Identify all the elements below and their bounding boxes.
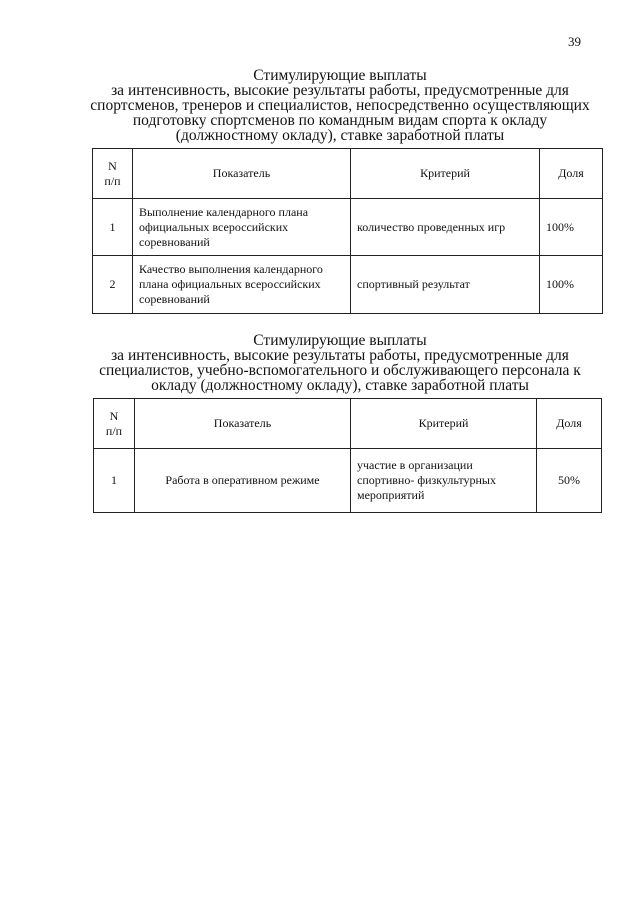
row-share: 50% xyxy=(537,449,602,513)
row-share: 100% xyxy=(540,199,603,256)
section1-heading-line: спортсменов, тренеров и специалистов, непосредственно осуществляющих xyxy=(90,97,590,114)
col-indicator-header: Показатель xyxy=(133,149,351,199)
section2-heading xyxy=(60,333,620,393)
row-indicator: Качество выполнения календарного плана официальных всероссийских соревнований xyxy=(133,256,351,314)
col-share-header: Доля xyxy=(540,149,603,199)
row-criterion: количество проведенных игр xyxy=(351,199,540,256)
col-num-header xyxy=(94,399,135,449)
section2-heading-line: за интенсивность, высокие результаты работы, предусмотренные для xyxy=(111,347,569,364)
col-indicator-header: Показатель xyxy=(135,399,351,449)
section1-heading-line: (должностному окладу), ставке заработной платы xyxy=(175,127,505,144)
col-num-header-line2: п/п xyxy=(104,173,121,188)
row-num: 2 xyxy=(93,256,133,314)
section2-heading-line: окладу (должностному окладу), ставке заработной платы xyxy=(151,377,529,394)
row-share: 100% xyxy=(540,256,603,314)
table-header-row xyxy=(94,399,602,449)
section1-table xyxy=(92,148,603,314)
col-num-header-line1: N xyxy=(108,158,117,173)
row-indicator: Работа в оперативном режиме xyxy=(135,449,351,513)
col-num-header-line1: N xyxy=(109,408,119,423)
col-num-header-line2: п/п xyxy=(105,423,123,438)
section2-heading-line: Стимулирующие выплаты xyxy=(253,332,427,349)
section2-heading-line: специалистов, учебно-вспомогательного и обслуживающего персонала к xyxy=(99,362,581,379)
col-share-header: Доля xyxy=(537,399,602,449)
table-row xyxy=(93,199,603,256)
col-criterion-header: Критерий xyxy=(351,399,537,449)
col-num-header xyxy=(93,149,133,199)
row-indicator: Выполнение календарного плана официальных всероссийских соревнований xyxy=(133,199,351,256)
section1-heading-line: подготовку спортсменов по командным видам спорта к окладу xyxy=(132,112,548,129)
table-row xyxy=(93,256,603,314)
section2-table xyxy=(93,398,602,513)
section1-heading xyxy=(60,68,620,143)
table-row xyxy=(94,449,602,513)
page-number: 39 xyxy=(568,34,581,49)
row-criterion: участие в организации спортивно- физкультурных мероприятий xyxy=(351,449,537,513)
row-num: 1 xyxy=(93,199,133,256)
section1-heading-line: Стимулирующие выплаты xyxy=(253,67,427,84)
table-header-row xyxy=(93,149,603,199)
row-num: 1 xyxy=(94,449,135,513)
row-criterion: спортивный результат xyxy=(351,256,540,314)
section1-heading-line: за интенсивность, высокие результаты работы, предусмотренные для xyxy=(111,82,569,99)
col-criterion-header: Критерий xyxy=(351,149,540,199)
